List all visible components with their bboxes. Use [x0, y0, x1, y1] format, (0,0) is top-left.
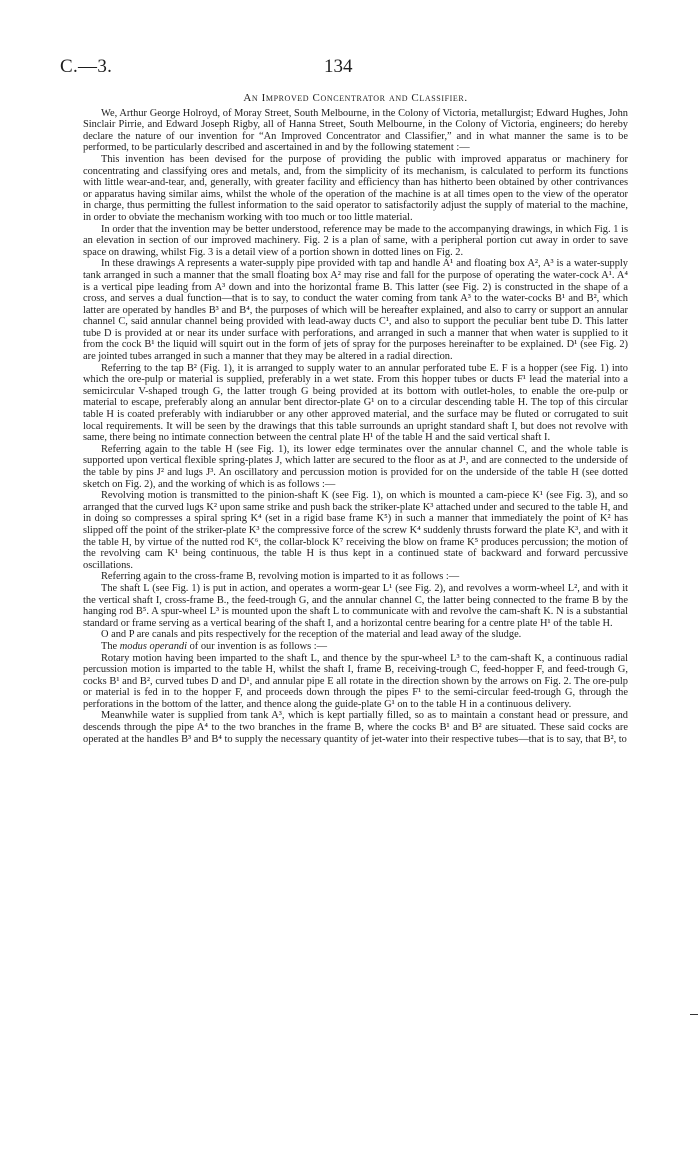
- paragraph: Referring again to the cross-frame B, revolving motion is imparted to it as follows :—: [101, 571, 460, 583]
- margin-mark: [690, 1014, 698, 1015]
- paragraph: In these drawings A represents a water-supply pipe provided with tap and handle A¹ and floating box A², A³ is a water-supply tank arranged in such a manner that the small floating box A² may rise and fall for the purpose of operating the water-cock A¹. A⁴ is a vertical pipe leading from A³ down and into the horizontal frame B. This latter (see Fig. 2) is constructed in the shape of a cross, and serves a dual function—that is to say, to conduct the water coming from tank A³ to the water-cocks B¹ and B², which latter are operated by handles B³ and B⁴, the purposes of which will be hereafter explained, and also to carry or support an annular channel C, said annular channel being provided with lead-away ducts C¹, and also to support the peculiar bent tube D. This latter tube D is provided at or near its under surface with perforations, and arranged in such a manner that when water is supplied to it from the cock B¹ the liquid will squirt out in the form of jets of spray for the purposes hereinafter to be explained. D¹ (see Fig. 2) are jointed tubes arranged in such a manner that they may be altered in a radial direction.: [83, 258, 628, 363]
- document-body: [83, 93, 628, 745]
- paragraph: In order that the invention may be better understood, reference may be made to the accompanying drawings, in which Fig. 1 is an elevation in section of our improved machinery. Fig. 2 is a plan of same, with a peripheral portion cut away in order to save space on drawing, whilst Fig. 3 is a detail view of a portion shown in dotted lines on Fig. 2.: [83, 223, 628, 258]
- document-code: C.—3.: [60, 56, 113, 77]
- page-header: [60, 56, 640, 80]
- paragraph: We, Arthur George Holroyd, of Moray Street, South Melbourne, in the Colony of Victoria, metallurgist; Edward Hughes, John Sinclair Pirrie, and Edward Joseph Rigby, all of Hanna Street, South Melbourne, in the Colony of Victoria, engineers; do hereby declare the nature of our invention for “An Improved Concentrator and Classifier,” and in what manner the same is to be performed, to be particularly described and ascertained in and by the following statement :—: [83, 107, 628, 154]
- paragraph: The shaft L (see Fig. 1) is put in action, and operates a worm-gear L¹ (see Fig. 2), and revolves a worm-wheel L², and with it the vertical shaft I, cross-frame B., the feed-trough G, and the annular channel C, the latter being connected to the frame B by the hanging rod B⁵. A spur-wheel L³ is mounted upon the shaft L to communicate with and revolve the cam-shaft K. N is a substantial standard or frame serving as a vertical bearing of the shaft I, and a horizontal centre bearing for a centre plate H¹ of the table H.: [83, 582, 628, 629]
- modus-operandi-paragraph: [83, 641, 628, 653]
- modus-before: The: [101, 640, 120, 652]
- section-title: An Improved Concentrator and Classifier.: [243, 92, 468, 104]
- paragraph: Rotary motion having been imparted to the shaft L, and thence by the spur-wheel L³ to the cam-shaft K, a continuous radial percussion motion is imparted to the table H, whilst the shaft I, frame B, receiving-trough C, feed-hopper F, and feed-trough G, cocks B¹ and B², curved tubes D and D¹, and annular pipe E all rotate in the direction shown by the arrows on Fig. 2. The ore-pulp or material is fed in to the hopper F, and proceeds down through the pipes F¹ to the semi-circular feed-trough G, through the perforations in the bottom of the latter, and thence along the guide-plate G¹ on to the table H in a continuous delivery.: [83, 652, 628, 710]
- paragraph: This invention has been devised for the purpose of providing the public with improved apparatus or machinery for concentrating and classifying ores and metals, and, from the simplicity of its mechanism, is calculated to perform its functions with little wear-and-tear, and, generally, with greater facility and efficiency than has hitherto been obtained by other contrivances or apparatus having similar aims, whilst the whole of the operation of the machine is at all times open to the view of the operator in charge, thus permitting the fullest information to the said operator to satisfactorily adjust the supply of material to the machine, in order to obviate the mechanism working with too much or too little material.: [83, 153, 628, 223]
- paragraph: Referring again to the table H (see Fig. 1), its lower edge terminates over the annular channel C, and the whole table is supported upon vertical flexible spring-plates J, which latter are secured to the floor as at J¹, and are connected to the underside of the table by pins J² and lugs J³. An oscillatory and percussion motion is provided for on the underside of the table H (see dotted sketch on Fig. 2), and the working of which is as follows :—: [83, 443, 628, 490]
- page-number: 134: [324, 56, 353, 77]
- modus-emphasis: modus operandi: [119, 640, 188, 652]
- paragraph: Revolving motion is transmitted to the pinion-shaft K (see Fig. 1), on which is mounted a cam-piece K¹ (see Fig. 3), and so arranged that the curved lugs K² upon same strike and push back the striker-plate K³ attached under and secured to the table H, and in doing so compresses a spiral spring K⁴ (set in a rigid base frame K⁵) in such a manner that immediately the point of K² has slipped off the point of the striker-plate K³ the compressive force of the screw K⁴ suddenly thrusts forward the plate K³, and with it the table H, by virtue of the nutted rod K⁶, the collar-block K⁷ receiving the blow on frame K⁵ produces percussion; the motion of the revolving cam K¹ being continuous, the table H is thus kept in a continued state of backward and forward percussive oscillations.: [83, 490, 628, 571]
- paragraph: Referring to the tap B² (Fig. 1), it is arranged to supply water to an annular perforated tube E. F is a hopper (see Fig. 1) into which the ore-pulp or material is supplied, preferably in a wet state. From this hopper tubes or ducts F¹ lead the material into a semicircular V-shaped trough G, the latter trough G being provided at its bottom with outlet-holes, to enable the ore-pulp or material to escape, preferably along an annular bent director-plate G¹ on to a circular descending table H. The top of this circular table H is coated preferably with indiarubber or any other approved material, and the surface may be fluted or corrugated to suit local requirements. It will be seen by the drawings that this table surrounds an upright standard shaft I, but does not revolve with same, there being no intimate connection between the central plate H¹ of the table H and the said vertical shaft I.: [83, 362, 628, 444]
- modus-after: of our invention is as follows :—: [187, 640, 327, 652]
- paragraph: Meanwhile water is supplied from tank A³, which is kept partially filled, so as to maintain a constant head or pressure, and descends through the pipe A⁴ to the two branches in the frame B, where the cocks B¹ and B² are situated. These said cocks are operated at the handles B³ and B⁴ to supply the necessary quantity of jet-water into their respective tubes—that is to say, that B², to: [83, 710, 628, 745]
- paragraph: O and P are canals and pits respectively for the reception of the material and lead away of the sludge.: [101, 629, 522, 641]
